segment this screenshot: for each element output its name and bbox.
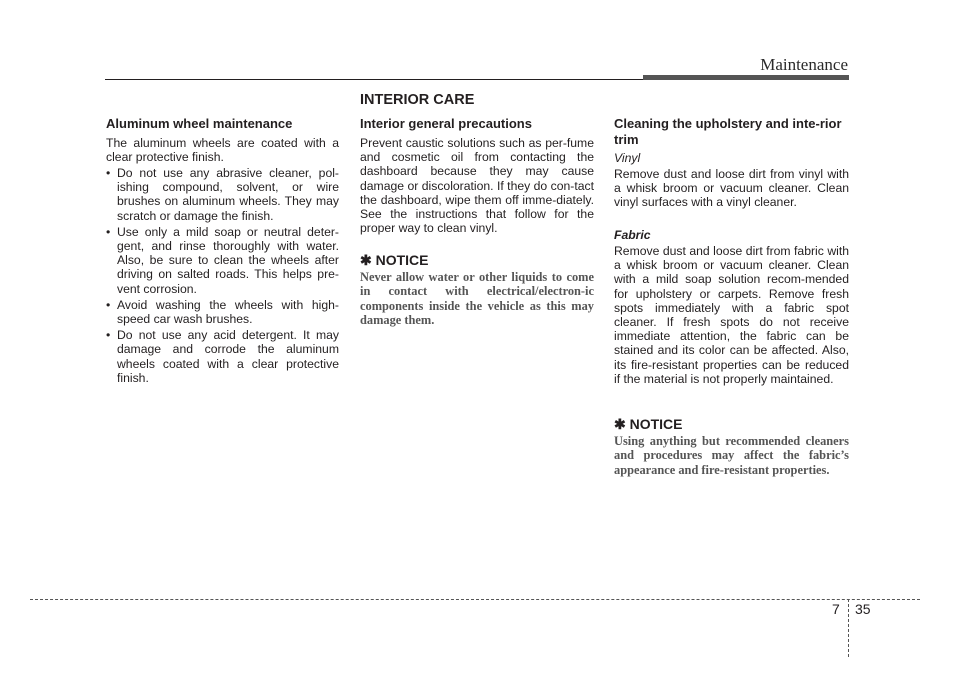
aluminum-wheel-intro: The aluminum wheels are coated with a clear protective finish. <box>106 136 339 165</box>
list-item: • Do not use any abrasive cleaner, pol-ishing compound, solvent, or wire brushes on aluminum wheels. They may scratch or damage the finish. <box>106 166 339 223</box>
fabric-text: Remove dust and loose dirt from fabric with a whisk broom or vacuum cleaner. Clean with a mild soap solution recom-mended for upholstery or carpets. Remove fresh spots immediately with a fabric spot cleaner. If fresh spots do not receive immediate attention, the fabric can be stained and its color can be affected. Also, its fire-resistant properties can be reduced if the material is not properly maintained. <box>614 244 849 386</box>
section-title: Maintenance <box>760 55 848 74</box>
list-item: • Avoid washing the wheels with high-speed car wash brushes. <box>106 297 339 327</box>
notice-text: Never allow water or other liquids to come in contact with electrical/electron-ic components inside the vehicle as this may damage them. <box>360 270 594 327</box>
interior-precautions-heading: Interior general precautions <box>360 116 532 131</box>
aluminum-wheel-bullets <box>106 166 339 387</box>
vinyl-text: Remove dust and loose dirt from vinyl with a whisk broom or vacuum cleaner. Clean vinyl surfaces with a vinyl cleaner. <box>614 167 849 210</box>
fabric-heading: Fabric <box>614 228 651 242</box>
chapter-number: 7 <box>832 601 840 617</box>
vinyl-heading: Vinyl <box>614 151 641 165</box>
list-item: • Do not use any acid detergent. It may damage and corrode the aluminum wheels coated with a clear protective finish. <box>106 328 339 385</box>
notice-heading: ✱ NOTICE <box>360 252 429 268</box>
footer-rule <box>30 599 920 600</box>
header-rule-accent <box>643 75 849 80</box>
upholstery-heading: Cleaning the upholstery and inte-rior trim <box>614 116 842 147</box>
notice-text: Using anything but recommended cleaners and procedures may affect the fabric’s appearance and fire-resistant properties. <box>614 434 849 477</box>
list-item: • Use only a mild soap or neutral deter-gent, and rinse thoroughly with water. Also, be sure to clean the wheels after driving on salted roads. This helps pre-vent corrosion. <box>106 224 339 296</box>
aluminum-wheel-heading: Aluminum wheel maintenance <box>106 116 293 131</box>
interior-precautions-text: Prevent caustic solutions such as per-fume and cosmetic oil from contacting the dashboard because they may cause damage or discoloration. If they do con-tact the dashboard, wipe them off imme-diately. See the instructions that follow for the proper way to clean vinyl. <box>360 136 594 236</box>
notice-heading: ✱ NOTICE <box>614 416 683 432</box>
interior-care-heading: INTERIOR CARE <box>360 92 475 108</box>
page-number: 35 <box>855 601 871 617</box>
footer-divider <box>848 599 849 657</box>
